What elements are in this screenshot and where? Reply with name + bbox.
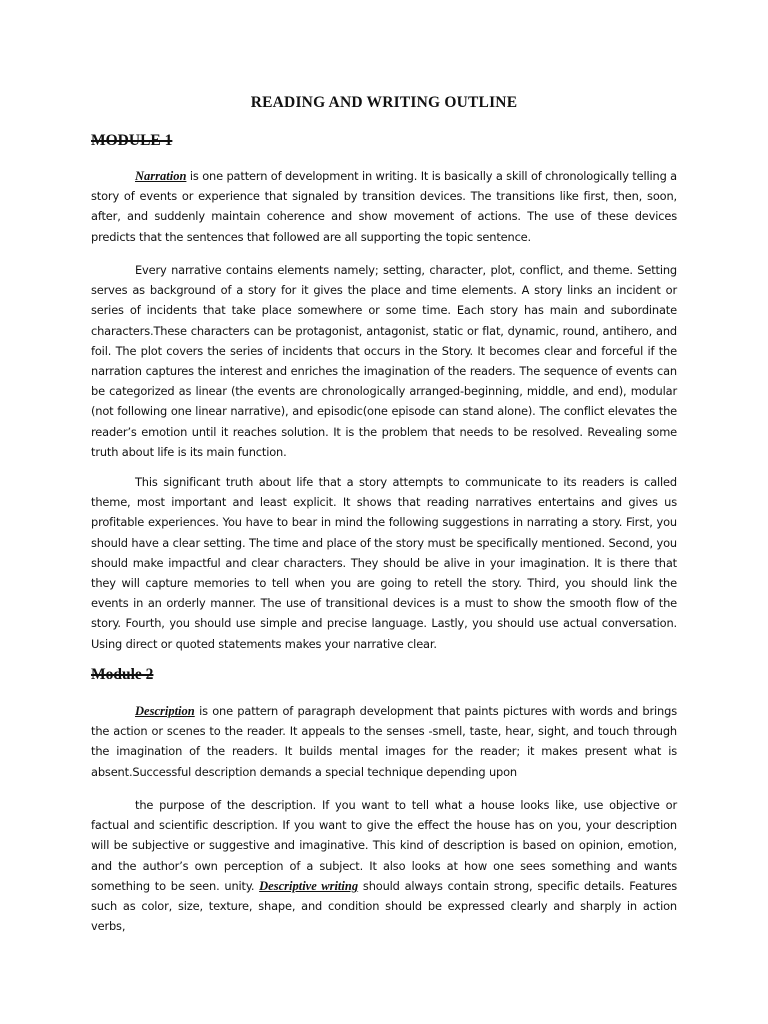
module-1-heading: MODULE 1 <box>91 132 173 149</box>
description-term: Description <box>135 704 195 718</box>
description-purpose-text-before: the purpose of the description. If you want to tell what a house looks like, use objective or factual and scientific description. If you want to give the effect the house has on you, your description will be subjective or suggestive and imaginative. This kind of description is based on opinion, emotion, and the author’s own perception of a subject. It also looks at how one sees something and wants something to be seen. unity. <box>91 798 677 893</box>
document-title: READING AND WRITING OUTLINE <box>250 94 518 111</box>
theme-paragraph: This significant truth about life that a story attempts to communicate to its readers is called theme, most important and least explicit. It shows that reading narratives entertains and gives us profitable experiences. You have to bear in mind the following suggestions in narrating a story. First, you should have a clear setting. The time and place of the story must be specifically mentioned. Second, you should make impactful and clear characters. They should be alive in your imagination. It is there that they will capture memories to tell when you are going to retell the story. Third, you should link the events in an orderly manner. The use of transitional devices is a must to show the smooth flow of the story. Fourth, you should use simple and precise language. Lastly, you should use actual conversation. Using direct or quoted statements makes your narrative clear. <box>91 475 677 651</box>
narration-paragraph <box>91 166 677 247</box>
module-2-heading: Module 2 <box>91 666 154 683</box>
narration-term: Narration <box>135 169 187 183</box>
narration-paragraph-text: is one pattern of development in writing. It is basically a skill of chronologically telling a story of events or experience that signaled by transition devices. The transitions like first, then, soon, after, and suddenly maintain coherence and show movement of actions. The use of these devices predicts that the sentences that followed are all supporting the topic sentence. <box>91 169 677 244</box>
description-purpose-paragraph <box>91 795 677 936</box>
description-paragraph-text: is one pattern of paragraph development that paints pictures with words and brings the action or scenes to the reader. It appeals to the senses -smell, taste, hear, sight, and touch through the imagination of the readers. It builds mental images for the reader; it makes present what is absent.Successful description demands a special technique depending upon <box>91 704 677 779</box>
narrative-elements-paragraph: Every narrative contains elements namely; setting, character, plot, conflict, and theme. Setting serves as background of a story for it gives the place and time elements. A story links an incident or series of incidents that take place somewhere or some time. Each story has main and subordinate characters.These characters can be protagonist, antagonist, static or flat, dynamic, round, antihero, and foil. The plot covers the series of incidents that occurs in the Story. It becomes clear and forceful if the narration captures the interest and enriches the imagination of the readers. The sequence of events can be categorized as linear (the events are chronologically arranged-beginning, middle, and end), modular (not following one linear narrative), and episodic(one episode can stand alone). The conflict elevates the reader’s emotion until it reaches solution. It is the problem that needs to be resolved. Revealing some truth about life is its main function. <box>91 263 677 459</box>
description-paragraph <box>91 701 677 782</box>
description-purpose-text-after: should always contain strong, specific details. Features such as color, size, texture, shape, and condition should be expressed clearly and sharply in action verbs, <box>91 878 677 934</box>
descriptive-writing-term: Descriptive writing <box>259 878 359 893</box>
